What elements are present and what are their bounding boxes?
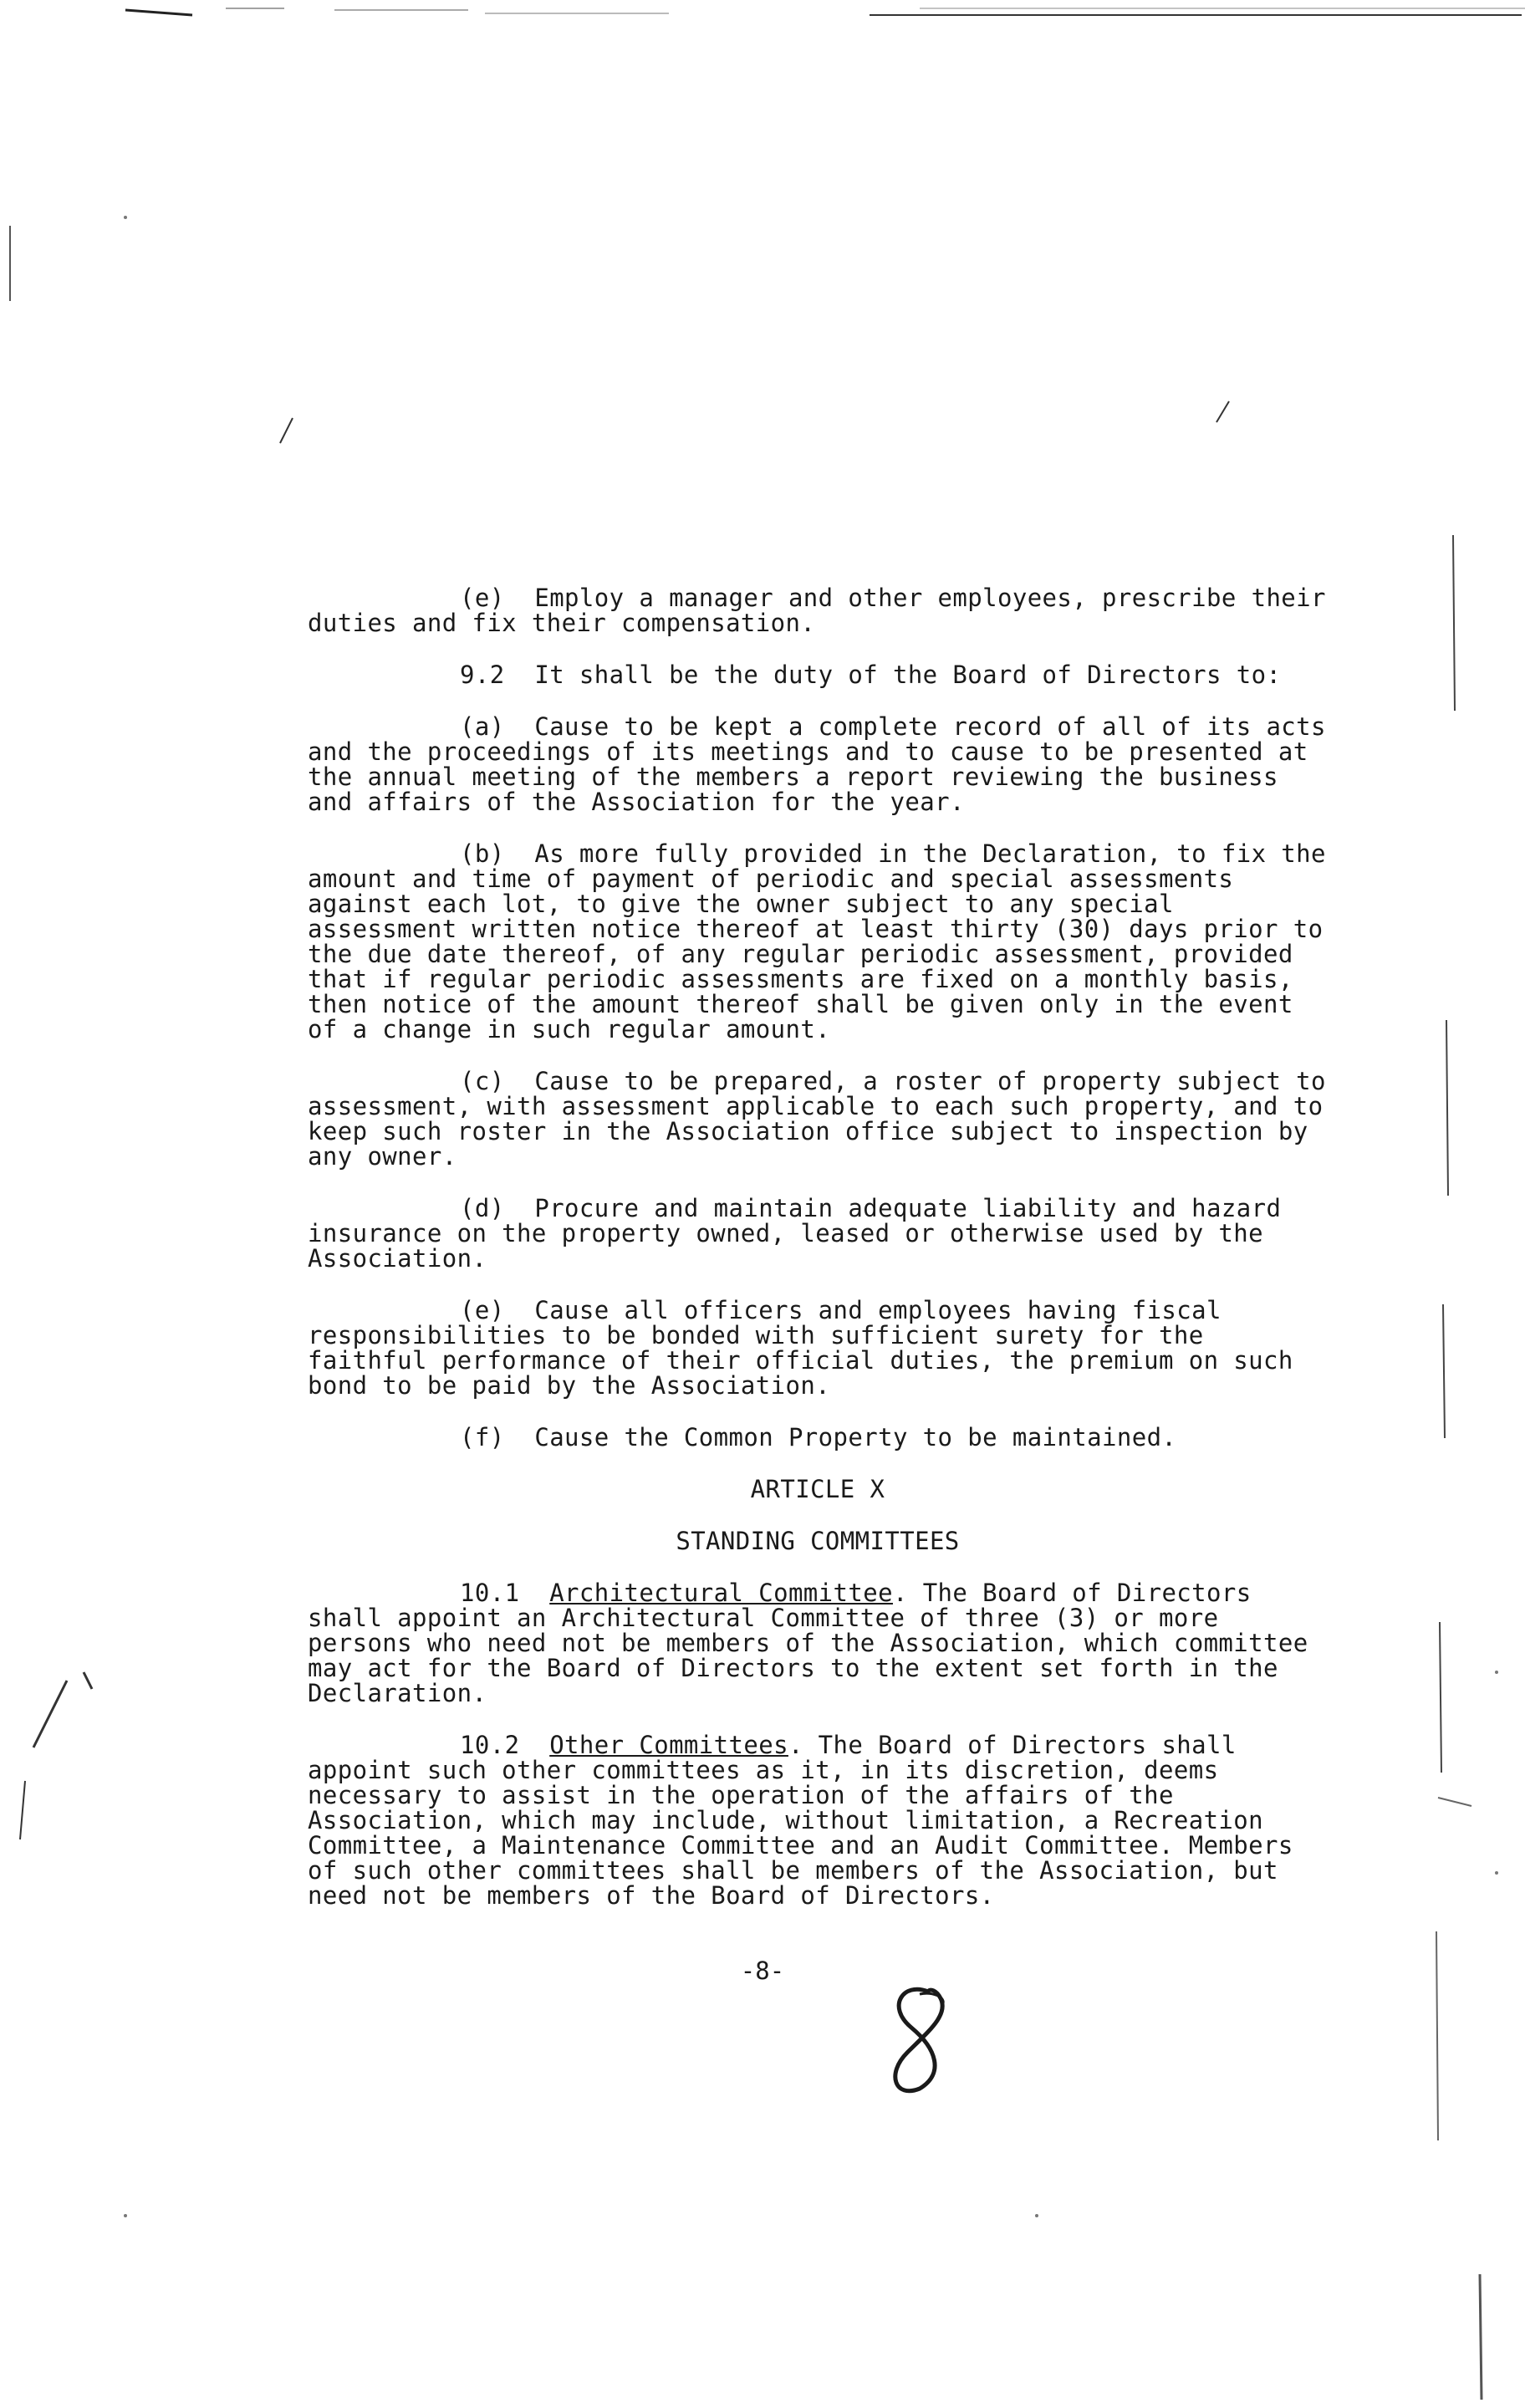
paragraph-e-bond bbox=[308, 1298, 1328, 1398]
paragraph-text: Procure and maintain adequate liability and hazard insurance on the property owned, leased or otherwise used by the Association. bbox=[308, 1194, 1282, 1273]
paragraph-text: As more fully provided in the Declaration, to fix the amount and time of payment of periodic and special assessments against each lot, to give the owner subject to any special assessment written notice thereof at least thirty (30) days prior to the due date thereof, of any regular periodic assessment, provided that if regular periodic assessments are fixed on a monthly basis, then notice of the amount thereof shall be given only in the event of a change in such regular amount. bbox=[308, 839, 1326, 1043]
paragraph-10-2 bbox=[308, 1732, 1328, 1908]
paragraph-e-manager bbox=[308, 585, 1328, 635]
paragraph-label: (f) bbox=[460, 1423, 505, 1451]
paragraph-label: (d) bbox=[460, 1194, 505, 1222]
section-number: 9.2 bbox=[460, 661, 505, 689]
paragraph-label: (c) bbox=[460, 1067, 505, 1095]
paragraph-9-2 bbox=[308, 662, 1328, 687]
section-number: 10.1 bbox=[460, 1579, 520, 1607]
paragraph-label: (e) bbox=[460, 1296, 505, 1324]
section-number: 10.2 bbox=[460, 1731, 520, 1759]
paragraph-text: Cause the Common Property to be maintained. bbox=[534, 1423, 1177, 1451]
paragraph-c bbox=[308, 1069, 1328, 1169]
paragraph-text: Employ a manager and other employees, prescribe their duties and fix their compensation. bbox=[308, 584, 1326, 637]
paragraph-text: Cause to be kept a complete record of all of its acts and the proceedings of its meetings and to cause to be presented at the annual meeting of the members a report reviewing the business and affairs of the Association for the year. bbox=[308, 712, 1326, 816]
paragraph-f bbox=[308, 1425, 1328, 1450]
paragraph-label: (a) bbox=[460, 712, 505, 741]
paragraph-text: It shall be the duty of the Board of Directors to: bbox=[534, 661, 1282, 689]
paragraph-text: . The Board of Directors shall appoint such other committees as it, in its discretion, deems necessary to assist in the operation of the affairs of the Association, which may include, without limitation, a Recreation Committee, a Maintenance Committee and an Audit Committee. Members of such other committees shall be members of the Association, but need not be members of the Board of Directors. bbox=[308, 1731, 1293, 1910]
handwritten-page-mark bbox=[870, 1982, 970, 2099]
article-heading: ARTICLE X bbox=[750, 1475, 885, 1503]
paragraph-10-1 bbox=[308, 1580, 1328, 1706]
paragraph-text: Cause to be prepared, a roster of property subject to assessment, with assessment applicable to each such property, and to keep such roster in the Association office subject to inspection by any owner. bbox=[308, 1067, 1326, 1171]
document-body bbox=[308, 585, 1328, 1935]
paragraph-a bbox=[308, 714, 1328, 814]
paragraph-label: (b) bbox=[460, 839, 505, 868]
paragraph-b bbox=[308, 841, 1328, 1042]
article-title: STANDING COMMITTEES bbox=[676, 1527, 960, 1555]
section-heading: Architectural Committee bbox=[549, 1579, 893, 1607]
section-heading: Other Committees bbox=[549, 1731, 788, 1759]
paragraph-label: (e) bbox=[460, 584, 505, 612]
paragraph-d bbox=[308, 1196, 1328, 1271]
paragraph-text: Cause all officers and employees having fiscal responsibilities to be bonded with sufficient surety for the faithful performance of their official duties, the premium on such bond to be paid by the Association. bbox=[308, 1296, 1293, 1400]
paragraph-text: . The Board of Directors shall appoint an Architectural Committee of three (3) or more persons who need not be members of the Association, which committee may act for the Board of Directors to the extent set forth in the Declaration. bbox=[308, 1579, 1308, 1707]
page-number: -8- bbox=[740, 1956, 785, 1985]
